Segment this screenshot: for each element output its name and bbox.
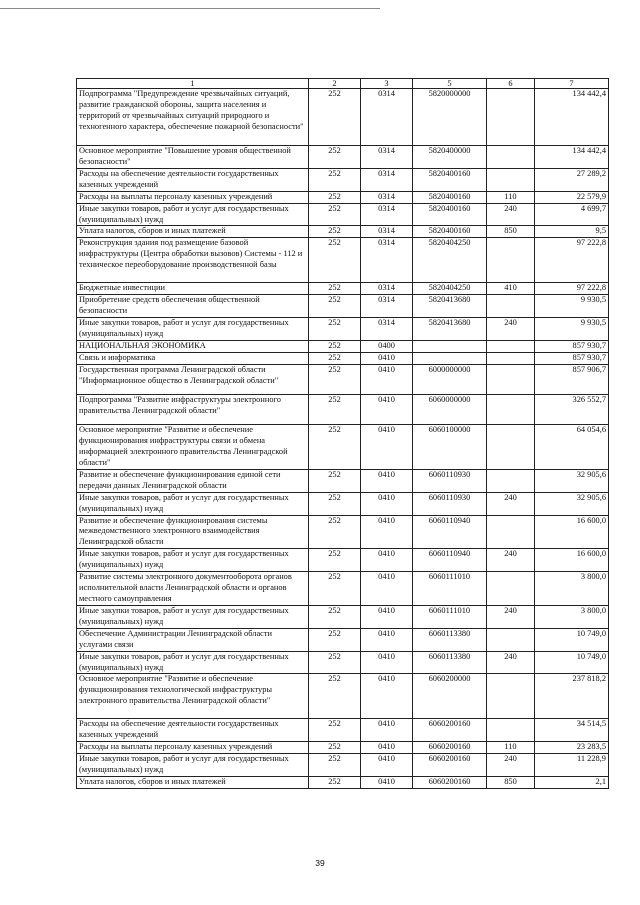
row-value-cell: 0410 bbox=[361, 394, 413, 424]
page-number: 39 bbox=[315, 858, 325, 868]
row-value-cell: 5820400160 bbox=[413, 191, 487, 203]
row-value-cell: 3 800,0 bbox=[535, 572, 609, 606]
row-value-cell: 252 bbox=[309, 469, 361, 492]
table-row bbox=[77, 352, 609, 364]
row-value-cell: 6060113380 bbox=[413, 651, 487, 674]
row-value-cell: 240 bbox=[487, 318, 535, 341]
row-value-cell: 0314 bbox=[361, 203, 413, 226]
row-value-cell: 252 bbox=[309, 340, 361, 352]
row-value-cell: 0410 bbox=[361, 469, 413, 492]
row-value-cell: 252 bbox=[309, 651, 361, 674]
row-name-cell: Развитие и обеспечение функционирования единой сети передачи данных Ленинградской области bbox=[77, 469, 309, 492]
table-row bbox=[77, 238, 609, 283]
row-value-cell: 11 228,9 bbox=[535, 754, 609, 777]
row-value-cell: 6060200000 bbox=[413, 674, 487, 719]
table-row bbox=[77, 674, 609, 719]
row-value-cell: 237 818,2 bbox=[535, 674, 609, 719]
row-value-cell: 0314 bbox=[361, 318, 413, 341]
row-value-cell: 857 906,7 bbox=[535, 364, 609, 394]
row-name-cell: Иные закупки товаров, работ и услуг для государственных (муниципальных) нужд bbox=[77, 549, 309, 572]
row-value-cell: 6060111010 bbox=[413, 605, 487, 628]
row-value-cell: 252 bbox=[309, 203, 361, 226]
row-value-cell: 0410 bbox=[361, 628, 413, 651]
budget-table-container bbox=[76, 78, 608, 789]
row-name-cell: Уплата налогов, сборов и иных платежей bbox=[77, 777, 309, 789]
table-row bbox=[77, 605, 609, 628]
row-value-cell: 5820400160 bbox=[413, 226, 487, 238]
row-value-cell: 252 bbox=[309, 492, 361, 515]
row-value-cell: 10 749,0 bbox=[535, 651, 609, 674]
row-value-cell: 326 552,7 bbox=[535, 394, 609, 424]
row-name-cell: Развитие системы электронного документооборота органов исполнительной власти Ленинградской области и органов местного самоуправления bbox=[77, 572, 309, 606]
row-value-cell: 252 bbox=[309, 777, 361, 789]
row-value-cell: 252 bbox=[309, 742, 361, 754]
row-value-cell: 6060200160 bbox=[413, 777, 487, 789]
header-cell: 2 bbox=[309, 79, 361, 89]
row-value-cell: 0314 bbox=[361, 283, 413, 295]
row-name-cell: Расходы на выплаты персоналу казенных учреждений bbox=[77, 742, 309, 754]
row-value-cell: 9,5 bbox=[535, 226, 609, 238]
row-value-cell: 0410 bbox=[361, 742, 413, 754]
row-value-cell: 4 699,7 bbox=[535, 203, 609, 226]
row-value-cell: 16 600,0 bbox=[535, 549, 609, 572]
row-value-cell: 5820404250 bbox=[413, 283, 487, 295]
row-value-cell: 5820400160 bbox=[413, 168, 487, 191]
row-value-cell bbox=[487, 146, 535, 169]
row-name-cell: НАЦИОНАЛЬНАЯ ЭКОНОМИКА bbox=[77, 340, 309, 352]
row-value-cell bbox=[413, 352, 487, 364]
row-name-cell: Иные закупки товаров, работ и услуг для государственных (муниципальных) нужд bbox=[77, 651, 309, 674]
header-cell: 7 bbox=[535, 79, 609, 89]
row-name-cell: Расходы на выплаты персоналу казенных учреждений bbox=[77, 191, 309, 203]
table-body bbox=[77, 89, 609, 789]
table-row bbox=[77, 549, 609, 572]
row-value-cell: 22 579,9 bbox=[535, 191, 609, 203]
row-value-cell: 6060113380 bbox=[413, 628, 487, 651]
row-name-cell: Приобретение средств обеспечения общественной безопасности bbox=[77, 295, 309, 318]
row-name-cell: Уплата налогов, сборов и иных платежей bbox=[77, 226, 309, 238]
row-value-cell: 97 222,8 bbox=[535, 283, 609, 295]
row-value-cell bbox=[487, 628, 535, 651]
table-row bbox=[77, 628, 609, 651]
row-value-cell: 240 bbox=[487, 651, 535, 674]
row-value-cell: 252 bbox=[309, 719, 361, 742]
row-value-cell: 0314 bbox=[361, 295, 413, 318]
row-value-cell bbox=[487, 295, 535, 318]
row-value-cell: 240 bbox=[487, 549, 535, 572]
row-value-cell: 0410 bbox=[361, 549, 413, 572]
row-name-cell: Иные закупки товаров, работ и услуг для государственных (муниципальных) нужд bbox=[77, 318, 309, 341]
row-value-cell: 23 283,5 bbox=[535, 742, 609, 754]
row-value-cell: 6060111010 bbox=[413, 572, 487, 606]
row-value-cell: 5820404250 bbox=[413, 238, 487, 283]
row-value-cell: 0410 bbox=[361, 719, 413, 742]
row-name-cell: Основное мероприятие "Развитие и обеспечение функционирования инфраструктуры связи и обмена информацией электронного правительства Ленинградской области" bbox=[77, 424, 309, 469]
row-value-cell: 5820000000 bbox=[413, 89, 487, 146]
row-value-cell: 16 600,0 bbox=[535, 515, 609, 549]
row-value-cell: 0410 bbox=[361, 515, 413, 549]
row-value-cell: 34 514,5 bbox=[535, 719, 609, 742]
row-value-cell: 857 930,7 bbox=[535, 340, 609, 352]
row-value-cell: 0314 bbox=[361, 89, 413, 146]
row-value-cell: 6060100000 bbox=[413, 424, 487, 469]
row-value-cell: 252 bbox=[309, 168, 361, 191]
row-value-cell: 27 289,2 bbox=[535, 168, 609, 191]
row-value-cell bbox=[487, 394, 535, 424]
row-name-cell: Реконструкция здания под размещение базовой инфраструктуры (Центра обработки вызовов) Системы - 112 и техническое переоборудование производственной базы bbox=[77, 238, 309, 283]
table-row bbox=[77, 340, 609, 352]
row-name-cell: Расходы на обеспечение деятельности государственных казенных учреждений bbox=[77, 168, 309, 191]
row-value-cell: 240 bbox=[487, 754, 535, 777]
row-value-cell: 0410 bbox=[361, 651, 413, 674]
row-name-cell: Подпрограмма "Развитие инфраструктуры электронного правительства Ленинградской области" bbox=[77, 394, 309, 424]
row-value-cell: 10 749,0 bbox=[535, 628, 609, 651]
row-value-cell: 252 bbox=[309, 89, 361, 146]
row-value-cell: 252 bbox=[309, 515, 361, 549]
row-value-cell: 0314 bbox=[361, 191, 413, 203]
row-name-cell: Расходы на обеспечение деятельности государственных казенных учреждений bbox=[77, 719, 309, 742]
row-value-cell bbox=[487, 515, 535, 549]
row-value-cell: 6060110940 bbox=[413, 515, 487, 549]
row-value-cell: 252 bbox=[309, 352, 361, 364]
table-row bbox=[77, 226, 609, 238]
row-value-cell: 252 bbox=[309, 549, 361, 572]
table-row bbox=[77, 469, 609, 492]
row-value-cell: 0314 bbox=[361, 226, 413, 238]
row-value-cell: 857 930,7 bbox=[535, 352, 609, 364]
row-value-cell: 110 bbox=[487, 191, 535, 203]
row-value-cell: 6060110930 bbox=[413, 492, 487, 515]
row-value-cell: 252 bbox=[309, 572, 361, 606]
row-value-cell bbox=[487, 364, 535, 394]
table-row bbox=[77, 89, 609, 146]
row-value-cell: 410 bbox=[487, 283, 535, 295]
row-value-cell: 32 905,6 bbox=[535, 469, 609, 492]
row-value-cell: 850 bbox=[487, 777, 535, 789]
budget-table bbox=[76, 78, 609, 789]
row-value-cell bbox=[487, 340, 535, 352]
header-row bbox=[77, 79, 609, 89]
row-name-cell: Бюджетные инвестиции bbox=[77, 283, 309, 295]
table-row bbox=[77, 742, 609, 754]
row-value-cell: 252 bbox=[309, 628, 361, 651]
row-name-cell: Основное мероприятие "Повышение уровня общественной безопасности" bbox=[77, 146, 309, 169]
row-value-cell: 252 bbox=[309, 191, 361, 203]
header-cell: 6 bbox=[487, 79, 535, 89]
row-value-cell: 0314 bbox=[361, 238, 413, 283]
row-value-cell: 134 442,4 bbox=[535, 146, 609, 169]
row-value-cell bbox=[487, 238, 535, 283]
row-value-cell bbox=[487, 424, 535, 469]
row-value-cell: 6060000000 bbox=[413, 394, 487, 424]
table-row bbox=[77, 651, 609, 674]
row-value-cell: 252 bbox=[309, 238, 361, 283]
table-row bbox=[77, 719, 609, 742]
row-value-cell bbox=[487, 572, 535, 606]
table-row bbox=[77, 203, 609, 226]
row-value-cell: 252 bbox=[309, 364, 361, 394]
row-value-cell: 252 bbox=[309, 283, 361, 295]
table-row bbox=[77, 394, 609, 424]
table-row bbox=[77, 572, 609, 606]
row-value-cell: 0410 bbox=[361, 572, 413, 606]
row-value-cell: 240 bbox=[487, 203, 535, 226]
row-value-cell: 0314 bbox=[361, 146, 413, 169]
row-value-cell: 0410 bbox=[361, 424, 413, 469]
table-row bbox=[77, 424, 609, 469]
header-cell: 1 bbox=[77, 79, 309, 89]
row-value-cell: 0410 bbox=[361, 492, 413, 515]
row-name-cell: Развитие и обеспечение функционирования системы межведомственного электронного взаимодействия Ленинградской области bbox=[77, 515, 309, 549]
row-value-cell bbox=[487, 719, 535, 742]
row-value-cell: 0410 bbox=[361, 754, 413, 777]
row-value-cell bbox=[487, 168, 535, 191]
table-row bbox=[77, 295, 609, 318]
row-value-cell: 134 442,4 bbox=[535, 89, 609, 146]
row-value-cell: 252 bbox=[309, 146, 361, 169]
row-value-cell: 97 222,8 bbox=[535, 238, 609, 283]
row-value-cell: 0400 bbox=[361, 340, 413, 352]
row-value-cell: 252 bbox=[309, 674, 361, 719]
row-value-cell bbox=[487, 89, 535, 146]
row-value-cell: 252 bbox=[309, 605, 361, 628]
table-row bbox=[77, 754, 609, 777]
row-name-cell: Обеспечение Администрации Ленинградской области услугами связи bbox=[77, 628, 309, 651]
row-value-cell: 64 054,6 bbox=[535, 424, 609, 469]
row-value-cell: 5820413680 bbox=[413, 295, 487, 318]
row-name-cell: Государственная программа Ленинградской области "Информационное общество в Ленинградской области" bbox=[77, 364, 309, 394]
top-rule bbox=[0, 8, 380, 9]
row-value-cell: 0410 bbox=[361, 352, 413, 364]
row-value-cell: 32 905,6 bbox=[535, 492, 609, 515]
row-name-cell: Основное мероприятие "Развитие и обеспечение функционирования технологической инфраструктуры электронного правительства Ленинградской области" bbox=[77, 674, 309, 719]
row-value-cell: 6000000000 bbox=[413, 364, 487, 394]
header-cell: 5 bbox=[413, 79, 487, 89]
row-value-cell: 6060200160 bbox=[413, 719, 487, 742]
row-value-cell: 110 bbox=[487, 742, 535, 754]
row-name-cell: Иные закупки товаров, работ и услуг для государственных (муниципальных) нужд bbox=[77, 605, 309, 628]
row-name-cell: Связь и информатика bbox=[77, 352, 309, 364]
row-value-cell: 252 bbox=[309, 295, 361, 318]
row-value-cell: 5820400000 bbox=[413, 146, 487, 169]
table-row bbox=[77, 168, 609, 191]
row-name-cell: Иные закупки товаров, работ и услуг для государственных (муниципальных) нужд bbox=[77, 754, 309, 777]
row-value-cell: 252 bbox=[309, 754, 361, 777]
row-value-cell: 5820413680 bbox=[413, 318, 487, 341]
row-value-cell: 252 bbox=[309, 424, 361, 469]
table-row bbox=[77, 191, 609, 203]
row-value-cell bbox=[487, 469, 535, 492]
row-value-cell: 252 bbox=[309, 226, 361, 238]
row-value-cell: 9 930,5 bbox=[535, 318, 609, 341]
row-value-cell: 0410 bbox=[361, 674, 413, 719]
row-value-cell: 5820400160 bbox=[413, 203, 487, 226]
row-value-cell: 240 bbox=[487, 605, 535, 628]
row-value-cell: 9 930,5 bbox=[535, 295, 609, 318]
row-value-cell: 0410 bbox=[361, 605, 413, 628]
row-value-cell: 0410 bbox=[361, 364, 413, 394]
row-value-cell bbox=[413, 340, 487, 352]
table-row bbox=[77, 146, 609, 169]
header-cell: 3 bbox=[361, 79, 413, 89]
table-row bbox=[77, 515, 609, 549]
row-value-cell: 252 bbox=[309, 318, 361, 341]
row-value-cell: 6060110940 bbox=[413, 549, 487, 572]
table-row bbox=[77, 777, 609, 789]
table-row bbox=[77, 318, 609, 341]
row-name-cell: Иные закупки товаров, работ и услуг для государственных (муниципальных) нужд bbox=[77, 203, 309, 226]
row-value-cell: 252 bbox=[309, 394, 361, 424]
row-value-cell: 3 800,0 bbox=[535, 605, 609, 628]
table-row bbox=[77, 364, 609, 394]
row-value-cell bbox=[487, 674, 535, 719]
row-value-cell: 850 bbox=[487, 226, 535, 238]
row-value-cell: 6060200160 bbox=[413, 754, 487, 777]
table-row bbox=[77, 492, 609, 515]
row-name-cell: Иные закупки товаров, работ и услуг для государственных (муниципальных) нужд bbox=[77, 492, 309, 515]
row-value-cell: 6060200160 bbox=[413, 742, 487, 754]
row-value-cell: 0410 bbox=[361, 777, 413, 789]
row-value-cell: 0314 bbox=[361, 168, 413, 191]
row-value-cell bbox=[487, 352, 535, 364]
row-value-cell: 6060110930 bbox=[413, 469, 487, 492]
row-value-cell: 240 bbox=[487, 492, 535, 515]
row-name-cell: Подпрограмма "Предупреждение чрезвычайных ситуаций, развитие гражданской обороны, защита населения и территорий от чрезвычайных ситуаций природного и техногенного характера, обеспечение пожарной безопасности" bbox=[77, 89, 309, 146]
table-row bbox=[77, 283, 609, 295]
row-value-cell: 2,1 bbox=[535, 777, 609, 789]
